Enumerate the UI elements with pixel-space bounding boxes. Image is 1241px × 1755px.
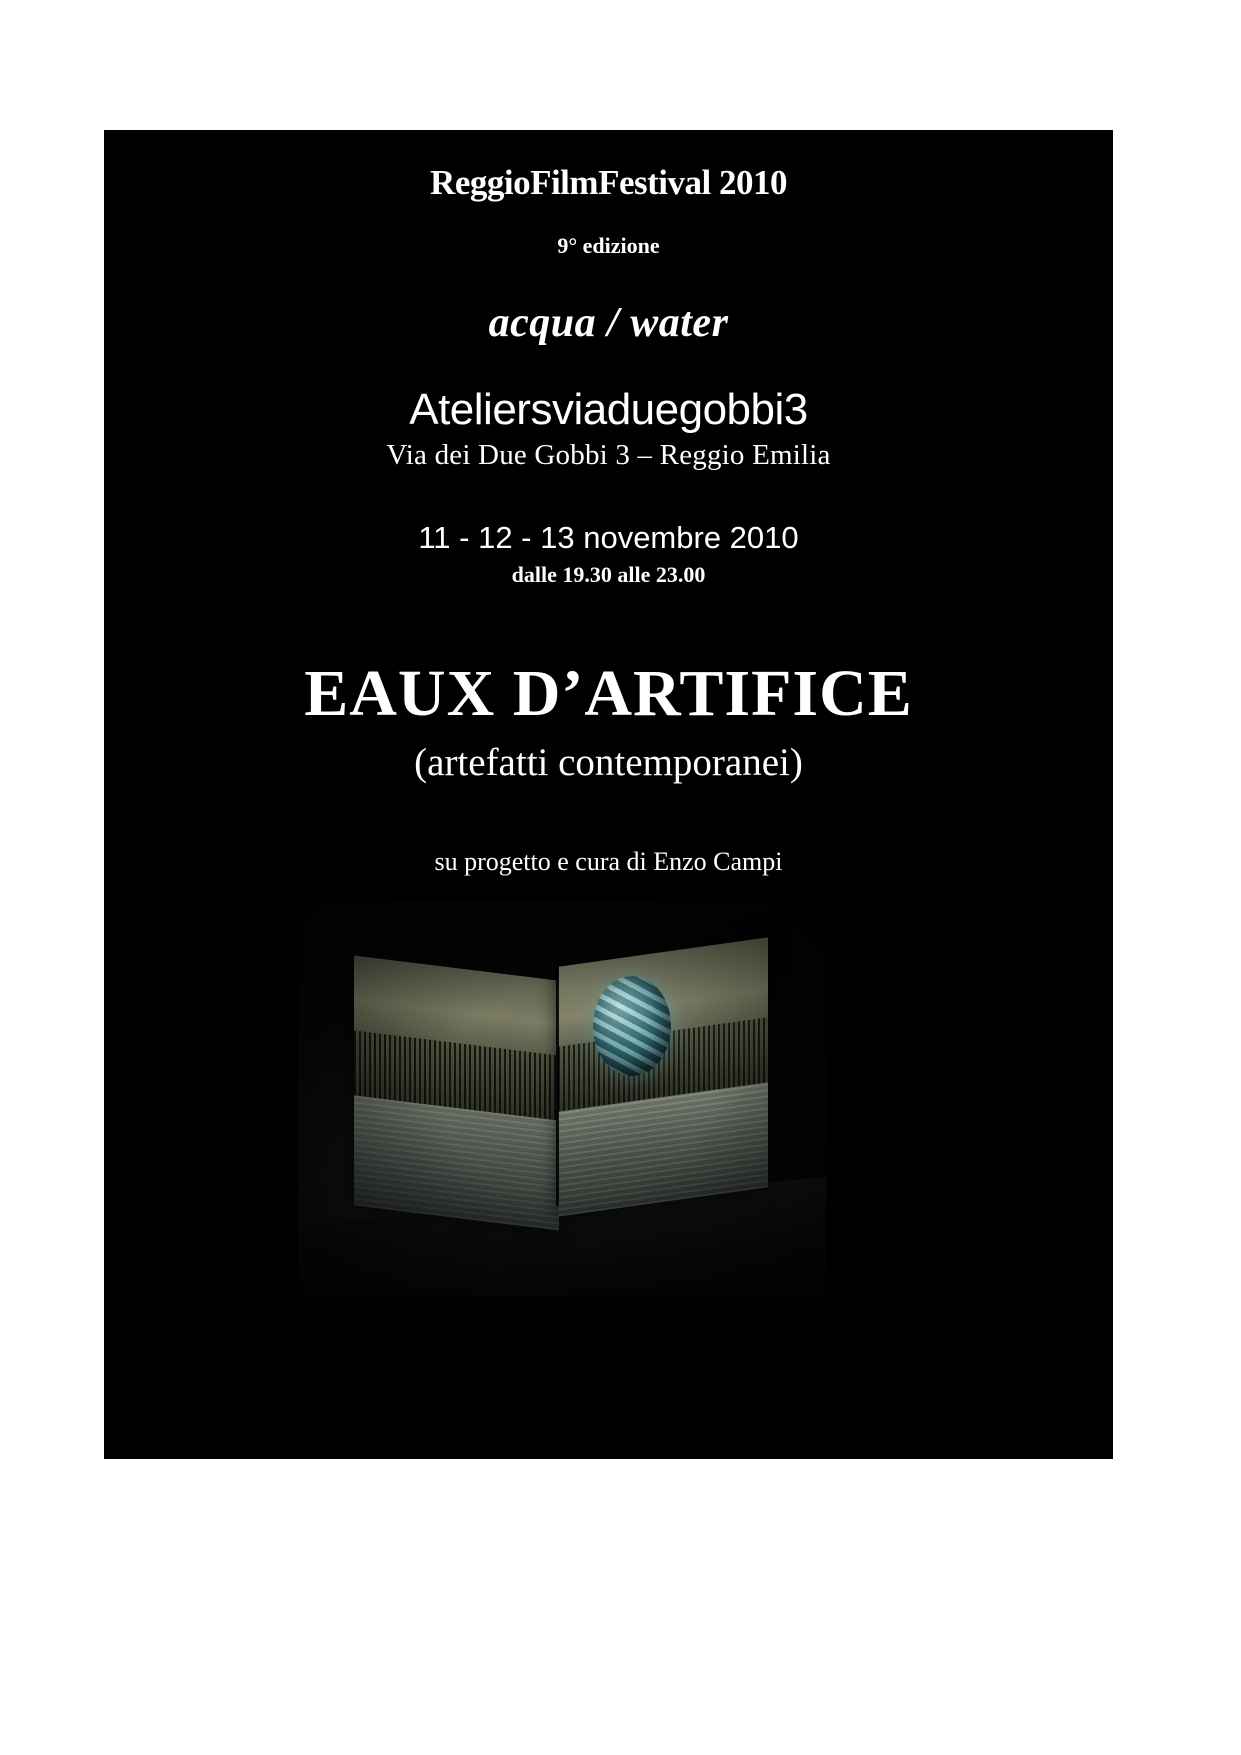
poster-panel: [104, 130, 1113, 1459]
event-dates: 11 - 12 - 13 novembre 2010: [418, 519, 799, 555]
edition-label: 9° edizione: [557, 232, 660, 258]
theme-title: acqua / water: [488, 299, 729, 346]
artwork-sphere: [593, 976, 671, 1076]
main-subtitle: (artefatti contemporanei): [414, 740, 803, 784]
venue-address: Via dei Due Gobbi 3 – Reggio Emilia: [386, 438, 831, 471]
curator-credit: su progetto e cura di Enzo Campi: [434, 846, 783, 876]
festival-title: ReggioFilmFestival 2010: [430, 163, 787, 202]
artwork-right-screen: [558, 937, 768, 1217]
venue-name: Ateliersviaduegobbi3: [409, 384, 808, 434]
event-hours: dalle 19.30 alle 23.00: [511, 561, 706, 587]
artwork-screen-seam: [556, 956, 559, 1206]
artwork-image: [298, 900, 826, 1297]
main-title: EAUX D’ARTIFICE: [304, 656, 913, 730]
artwork-left-screen: [354, 955, 559, 1230]
